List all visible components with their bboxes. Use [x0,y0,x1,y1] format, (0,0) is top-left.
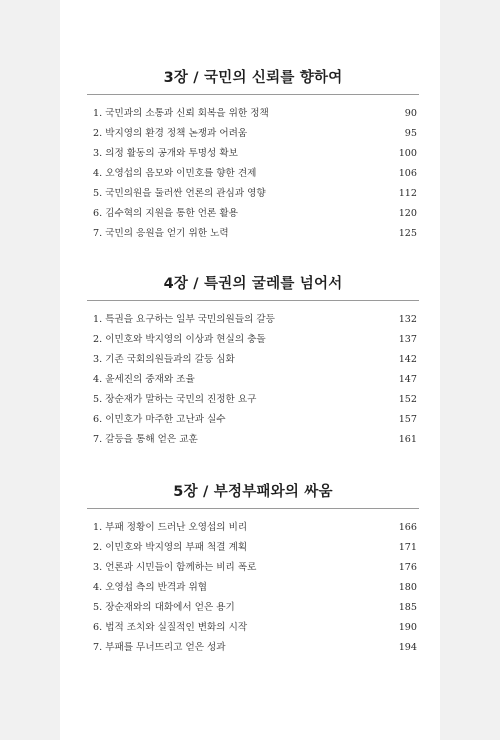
entry-title: 7. 부패를 무너뜨리고 얻은 성과 [93,642,226,653]
entry-title: 4. 오영섭의 음모와 이민호를 향한 견제 [93,168,257,179]
toc-entry[interactable] [87,578,419,598]
entry-page-number: 90 [404,108,417,119]
entry-page-number: 194 [398,642,417,653]
toc-entry[interactable] [87,410,419,430]
toc-entry[interactable] [87,330,419,350]
entry-title: 2. 이민호와 박지영의 부패 척결 계획 [93,542,248,553]
chapter-title: 3장 / 국민의 신뢰를 향하여 [163,70,343,86]
entry-title: 5. 장순재와의 대화에서 얻은 용기 [93,602,235,613]
entry-title: 5. 국민의원을 둘러싼 언론의 관심과 영향 [93,188,266,199]
toc-entry[interactable] [87,310,419,330]
toc-entry[interactable] [87,598,419,618]
chapter-divider [87,300,419,301]
entry-page-number: 120 [398,208,417,219]
entry-page-number: 171 [398,542,417,553]
entry-title: 5. 장순재가 말하는 국민의 진정한 요구 [93,394,257,405]
chapter-title: 4장 / 특권의 굴레를 넘어서 [163,276,343,292]
toc-entry[interactable] [87,224,419,244]
toc-entry[interactable] [87,518,419,538]
toc-entry[interactable] [87,350,419,370]
entry-title: 6. 김수혁의 지원을 통한 언론 활용 [93,208,238,219]
entry-page-number: 125 [398,228,417,239]
entry-title: 3. 언론과 시민들이 함께하는 비리 폭로 [93,562,257,573]
left-margin [0,0,60,740]
entry-title: 1. 국민과의 소통과 신뢰 회복을 위한 정책 [93,108,269,119]
entry-title: 1. 부패 정황이 드러난 오영섭의 비리 [93,522,248,533]
entry-page-number: 176 [398,562,417,573]
entry-page-number: 106 [398,168,417,179]
entry-title: 7. 국민의 응원을 얻기 위한 노력 [93,228,229,239]
toc-entry[interactable] [87,370,419,390]
entry-page-number: 166 [398,522,417,533]
entry-page-number: 147 [398,374,417,385]
entry-title: 3. 의정 활동의 공개와 투명성 확보 [93,148,238,159]
entry-page-number: 157 [398,414,417,425]
toc-entry[interactable] [87,104,419,124]
entry-title: 2. 박지영의 환경 정책 논쟁과 어려움 [93,128,248,139]
entry-title: 7. 갈등을 통해 얻은 교훈 [93,434,198,445]
entry-title: 4. 오영섭 측의 반격과 위협 [93,582,208,593]
entry-page-number: 152 [398,394,417,405]
entry-page-number: 161 [398,434,417,445]
entry-page-number: 180 [398,582,417,593]
toc-entry[interactable] [87,558,419,578]
entry-title: 3. 기존 국회의원들과의 갈등 심화 [93,354,235,365]
right-margin [440,0,500,740]
chapter-3 [87,68,419,244]
chapter-5 [87,482,419,658]
toc-entry[interactable] [87,124,419,144]
entry-page-number: 190 [398,622,417,633]
entry-title: 4. 윤세진의 중재와 조율 [93,374,195,385]
toc-entry[interactable] [87,538,419,558]
chapter-divider [87,94,419,95]
entry-title: 6. 이민호가 마주한 고난과 실수 [93,414,226,425]
toc-entry[interactable] [87,390,419,410]
entry-page-number: 142 [398,354,417,365]
chapter-4 [87,274,419,450]
entry-title: 2. 이민호와 박지영의 이상과 현실의 충돌 [93,334,266,345]
toc-entry[interactable] [87,164,419,184]
toc-entry[interactable] [87,144,419,164]
toc-entry[interactable] [87,184,419,204]
toc-entry[interactable] [87,430,419,450]
toc-entry[interactable] [87,204,419,224]
toc-entry[interactable] [87,618,419,638]
toc-entry[interactable] [87,638,419,658]
entry-page-number: 132 [398,314,417,325]
chapter-title: 5장 / 부정부패와의 싸움 [173,484,333,500]
entry-page-number: 185 [398,602,417,613]
entry-page-number: 137 [398,334,417,345]
entry-title: 6. 법적 조치와 실질적인 변화의 시작 [93,622,248,633]
entry-page-number: 100 [398,148,417,159]
entry-page-number: 95 [404,128,417,139]
chapter-divider [87,508,419,509]
entry-title: 1. 특권을 요구하는 일부 국민의원들의 갈등 [93,314,275,325]
toc-page [60,0,440,740]
entry-page-number: 112 [398,188,417,199]
